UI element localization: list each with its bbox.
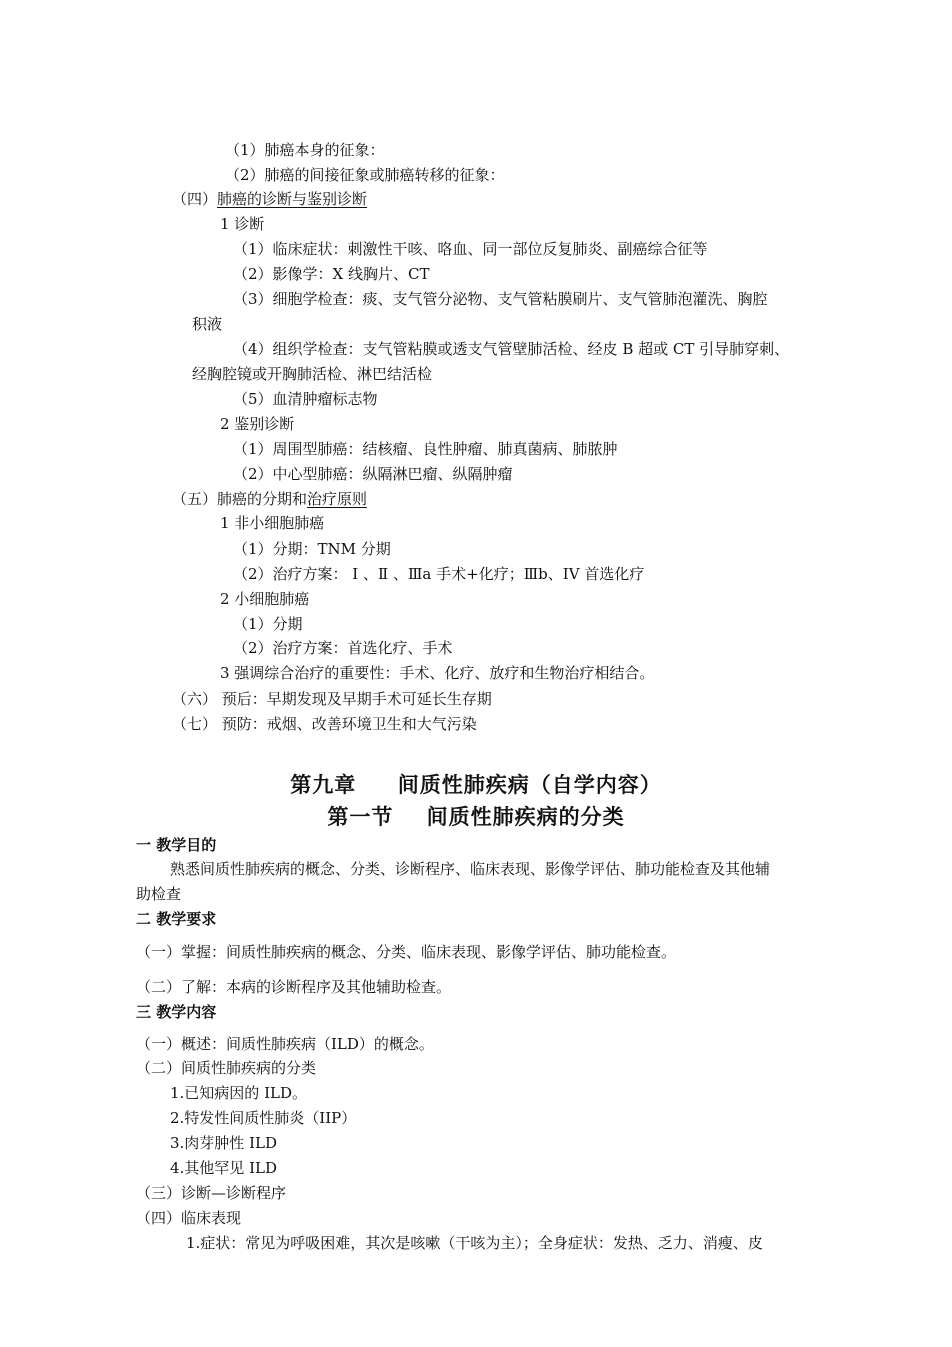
chapter-title: 第九章 间质性肺疾病（自学内容）: [290, 772, 662, 797]
text-line: 积液: [192, 315, 223, 333]
heading: 三 教学内容: [136, 1003, 217, 1021]
text-line: （七） 预防：戒烟、改善环境卫生和大气污染: [172, 715, 477, 733]
text-line: （2）肺癌的间接征象或肺癌转移的征象：: [225, 166, 505, 184]
underlined-heading: 治疗原则: [307, 490, 368, 508]
text-line: （一）概述：间质性肺疾病（ILD）的概念。: [136, 1035, 434, 1053]
text-line: （1）临床症状：刺激性干咳、咯血、同一部位反复肺炎、副癌综合征等: [233, 240, 708, 258]
text-line: （六） 预后：早期发现及早期手术可延长生存期: [172, 690, 492, 708]
text-line: （2）治疗方案： Ⅰ 、Ⅱ 、Ⅲa 手术+化疗；Ⅲb、IV 首选化疗: [233, 565, 645, 583]
section-title: 第一节 间质性肺疾病的分类: [327, 804, 625, 829]
text-line: （1）分期: [233, 615, 303, 633]
text-line: 3 强调综合治疗的重要性：手术、化疗、放疗和生物治疗相结合。: [220, 664, 655, 682]
text-line: （1）分期：TNM 分期: [233, 540, 391, 558]
text-line: （四）临床表现: [136, 1209, 242, 1227]
text-line: 1 诊断: [220, 215, 265, 233]
text-line: [172, 189, 367, 209]
text-line: 4.其他罕见 ILD: [170, 1159, 277, 1177]
section-heading: （五）肺癌的分期和: [172, 490, 308, 508]
text-line: 1 非小细胞肺癌: [220, 514, 325, 532]
underlined-heading: 肺癌的诊断与鉴别诊断: [217, 190, 368, 208]
text-line: 1.症状：常见为呼吸困难，其次是咳嗽（干咳为主）；全身症状：发热、乏力、消瘦、皮: [186, 1234, 763, 1252]
text-line: 经胸腔镜或开胸肺活检、淋巴结活检: [192, 365, 433, 383]
text-line: [172, 489, 367, 509]
text-line: （1）肺癌本身的征象：: [225, 141, 385, 159]
text-line: （1）周围型肺癌：结核瘤、良性肿瘤、肺真菌病、肺脓肿: [233, 440, 618, 458]
text-line: （2）治疗方案：首选化疗、手术: [233, 639, 453, 657]
text-line: （5）血清肿瘤标志物: [233, 390, 378, 408]
text-line: 3.肉芽肿性 ILD: [170, 1134, 277, 1152]
text-line: （2）影像学：X 线胸片、CT: [233, 265, 430, 283]
text-line: 2 鉴别诊断: [220, 415, 295, 433]
heading: 一 教学目的: [136, 836, 217, 854]
text-line: （2）中心型肺癌：纵隔淋巴瘤、纵隔肿瘤: [233, 465, 513, 483]
text-line: （二）间质性肺疾病的分类: [136, 1059, 317, 1077]
text-line: 2 小细胞肺癌: [220, 590, 310, 608]
text-line: （4）组织学检查：支气管粘膜或透支气管壁肺活检、经皮 B 超或 CT 引导肺穿刺、: [233, 340, 790, 358]
paragraph-line: 熟悉间质性肺疾病的概念、分类、诊断程序、临床表现、影像学评估、肺功能检查及其他辅: [170, 860, 771, 878]
heading: 二 教学要求: [136, 910, 217, 928]
text-line: （一）掌握：间质性肺疾病的概念、分类、临床表现、影像学评估、肺功能检查。: [136, 943, 677, 961]
text-line: （二）了解：本病的诊断程序及其他辅助检查。: [136, 978, 452, 996]
text-line: （3）细胞学检查：痰、支气管分泌物、支气管粘膜刷片、支气管肺泡灌洗、胸腔: [233, 290, 768, 308]
text-line: 1.已知病因的 ILD。: [170, 1084, 307, 1102]
text-line: 2.特发性间质性肺炎（IIP）: [170, 1109, 357, 1127]
text-line: （三）诊断—诊断程序: [136, 1184, 287, 1202]
paragraph-line: 助检查: [136, 885, 182, 903]
section-number: （四）: [172, 190, 218, 208]
